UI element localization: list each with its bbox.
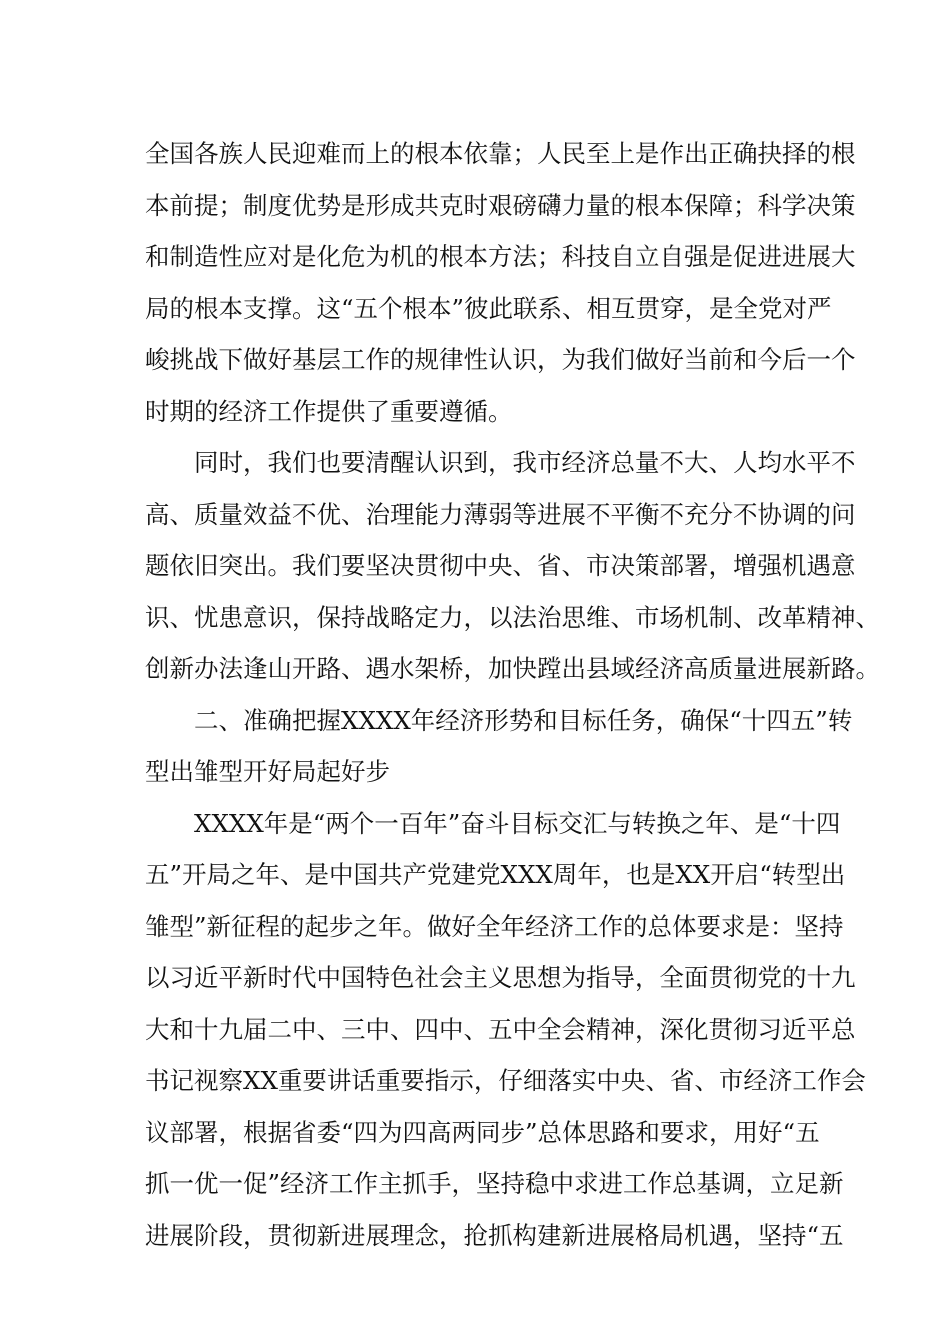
section-heading (145, 695, 853, 798)
text-line: 识、忧患意识，保持战略定力，以法治思维、市场机制、改革精神、 (145, 602, 880, 632)
text-line: 创新办法逢山开路、遇水架桥，加快蹚出县域经济高质量进展新路。 (145, 654, 880, 683)
text-line: 同时，我们也要清醒认识到，我市经济总量不大、人均水平不 (194, 448, 856, 477)
text-line: 抓一优一促”经济工作主抓手，坚持稳中求进工作总基调，立足新 (145, 1169, 844, 1198)
text-line: 峻挑战下做好基层工作的规律性认识，为我们做好当前和今后一个 (145, 345, 856, 374)
text-line: 雏型”新征程的起步之年。做好全年经济工作的总体要求是：坚持 (145, 911, 844, 941)
heading-line: 二、准确把握XXXX年经济形势和目标任务，确保“十四五”转 (194, 705, 853, 735)
paragraph-economic-problems (145, 437, 880, 695)
document-body (145, 128, 880, 1261)
text-line: 局的根本支撑。这“五个根本”彼此联系、相互贯穿，是全党对严 (145, 293, 832, 323)
text-line: XXXX年是“两个一百年”奋斗目标交汇与转换之年、是“十四 (194, 808, 841, 838)
text-line: 全国各族人民迎难而上的根本依靠；人民至上是作出正确抉择的根 (145, 139, 856, 168)
text-line: 题依旧突出。我们要坚决贯彻中央、省、市决策部署，增强机遇意 (145, 551, 856, 580)
text-line: 以习近平新时代中国特色社会主义思想为指导，全面贯彻党的十九 (145, 963, 856, 992)
text-line: 议部署，根据省委“四为四高两同步”总体思路和要求，用好“五 (145, 1117, 820, 1147)
text-line: 五”开局之年、是中国共产党建党XXX周年，也是XX开启“转型出 (145, 860, 846, 889)
text-line: 高、质量效益不优、治理能力薄弱等进展不平衡不充分不协调的问 (145, 499, 856, 529)
text-line: 大和十九届二中、三中、四中、五中全会精神，深化贯彻习近平总 (145, 1014, 856, 1044)
paragraph-overall-requirements (145, 798, 866, 1262)
text-line: 和制造性应对是化危为机的根本方法；科技自立自强是促进进展大 (145, 242, 856, 271)
text-line: 时期的经济工作提供了重要遵循。 (145, 396, 513, 426)
text-line: 书记视察XX重要讲话重要指示，仔细落实中央、省、市经济工作会 (145, 1066, 866, 1095)
text-line: 进展阶段，贯彻新进展理念，抢抓构建新进展格局机遇，坚持“五 (145, 1220, 844, 1250)
paragraph-continued (145, 128, 856, 437)
heading-line: 型出雏型开好局起好步 (145, 757, 390, 786)
text-line: 本前提；制度优势是形成共克时艰磅礴力量的根本保障；科学决策 (145, 190, 856, 220)
